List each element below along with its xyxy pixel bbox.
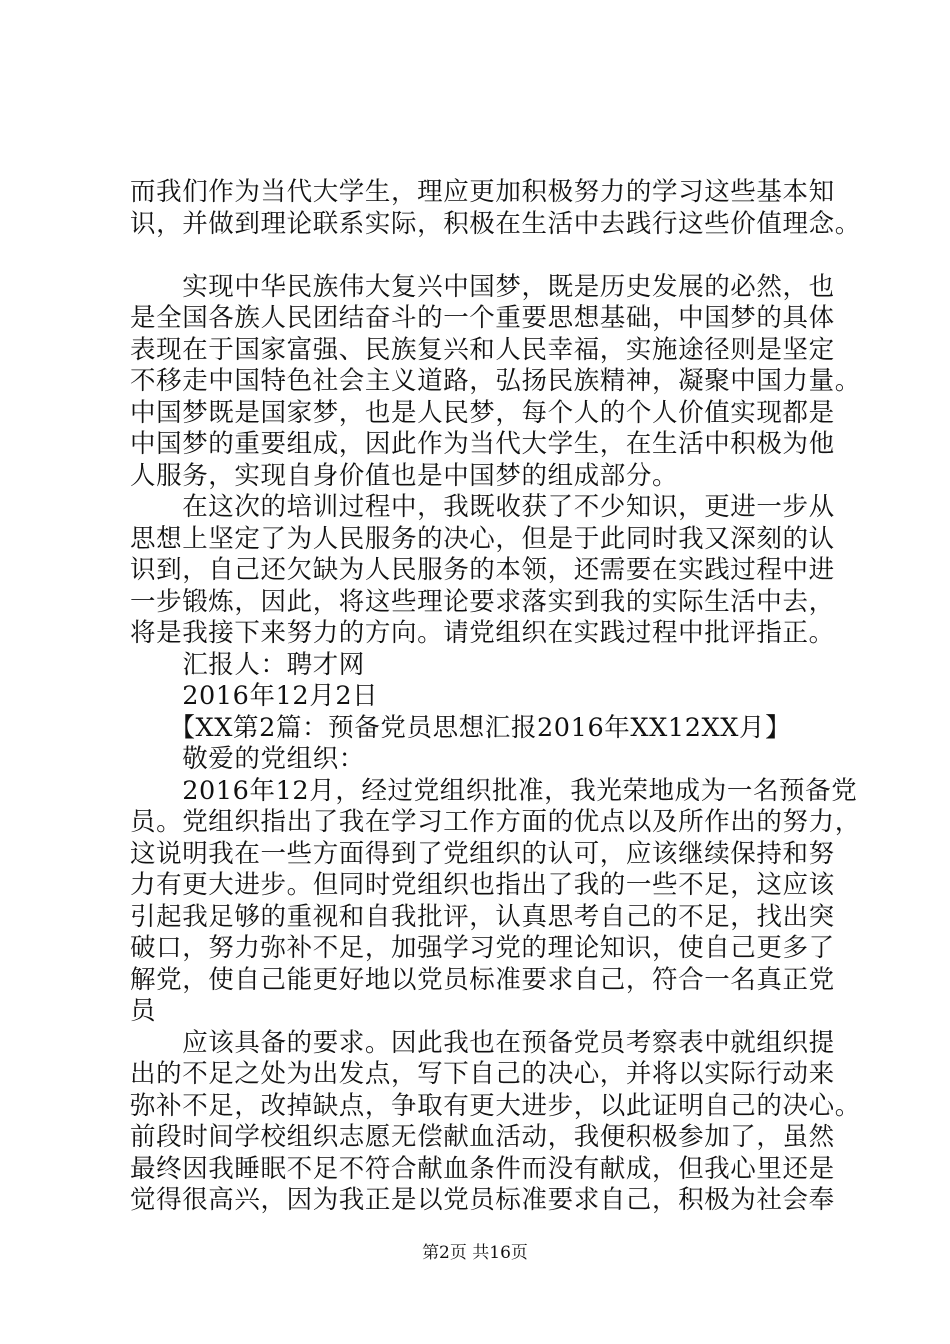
body-text-line: 中国梦既是国家梦，也是人民梦，每个人的个人价值实现都是 xyxy=(130,398,835,428)
body-text-line: 解党，使自己能更好地以党员标准要求自己，符合一名真正党 xyxy=(130,965,835,995)
body-text-line: 力有更大进步。但同时党组织也指出了我的一些不足，这应该 xyxy=(130,870,835,900)
body-text-line: 是全国各族人民团结奋斗的一个重要思想基础，中国梦的具体 xyxy=(130,303,835,333)
body-text-line: 思想上坚定了为人民服务的决心，但是于此同时我又深刻的认 xyxy=(130,524,835,554)
body-text-line: 最终因我睡眠不足不符合献血条件而没有献成，但我心里还是 xyxy=(130,1154,835,1184)
body-text-line: 引起我足够的重视和自我批评，认真思考自己的不足，找出突 xyxy=(130,902,835,932)
salutation: 敬爱的党组织： xyxy=(130,744,365,774)
body-text-line: 在这次的培训过程中，我既收获了不少知识，更进一步从 xyxy=(130,492,835,522)
body-text-line: 识，并做到理论联系实际，积极在生活中去践行这些价值理念。 xyxy=(130,209,861,239)
body-text-line: 前段时间学校组织志愿无偿献血活动，我便积极参加了，虽然 xyxy=(130,1122,835,1152)
body-text-line: 不移走中国特色社会主义道路，弘扬民族精神，凝聚中国力量。 xyxy=(130,366,861,396)
body-text-line: 应该具备的要求。因此我也在预备党员考察表中就组织提 xyxy=(130,1028,835,1058)
body-text-line: 人服务，实现自身价值也是中国梦的组成部分。 xyxy=(130,461,679,491)
body-text-line: 一步锻炼，因此，将这些理论要求落实到我的实际生活中去， xyxy=(130,587,835,617)
body-text-line: 破口，努力弥补不足，加强学习党的理论知识，使自己更多了 xyxy=(130,933,835,963)
body-text-line: 员 xyxy=(130,996,157,1026)
section-heading: 【XX第2篇：预备党员思想汇报2016年XX12XX月】 xyxy=(130,713,792,743)
body-text-line: 出的不足之处为出发点，写下自己的决心，并将以实际行动来 xyxy=(130,1059,835,1089)
body-text-line: 而我们作为当代大学生，理应更加积极努力的学习这些基本知 xyxy=(130,177,835,207)
body-text-line: 这说明我在一些方面得到了党组织的认可，应该继续保持和努 xyxy=(130,839,835,869)
body-text-line: 表现在于国家富强、民族复兴和人民幸福，实施途径则是坚定 xyxy=(130,335,835,365)
page-footer-indicator: 第2页 共16页 xyxy=(422,1243,528,1263)
body-text-line: 员。党组织指出了我在学习工作方面的优点以及所作出的努力， xyxy=(130,807,861,837)
body-text-line: 觉得很高兴，因为我正是以党员标准要求自己，积极为社会奉 xyxy=(130,1185,835,1215)
body-text-line: 弥补不足，改掉缺点，争取有更大进步，以此证明自己的决心。 xyxy=(130,1091,861,1121)
body-text-line: 识到，自己还欠缺为人民服务的本领，还需要在实践过程中进 xyxy=(130,555,835,585)
body-text-line: 将是我接下来努力的方向。请党组织在实践过程中批评指正。 xyxy=(130,618,835,648)
body-text-line: 实现中华民族伟大复兴中国梦，既是历史发展的必然，也 xyxy=(130,272,835,302)
date-line: 2016年12月2日 xyxy=(130,681,379,711)
body-text-line: 2016年12月，经过党组织批准，我光荣地成为一名预备党 xyxy=(130,776,858,806)
body-text-line: 中国梦的重要组成，因此作为当代大学生，在生活中积极为他 xyxy=(130,429,835,459)
reporter-line: 汇报人：聘才网 xyxy=(130,650,365,680)
